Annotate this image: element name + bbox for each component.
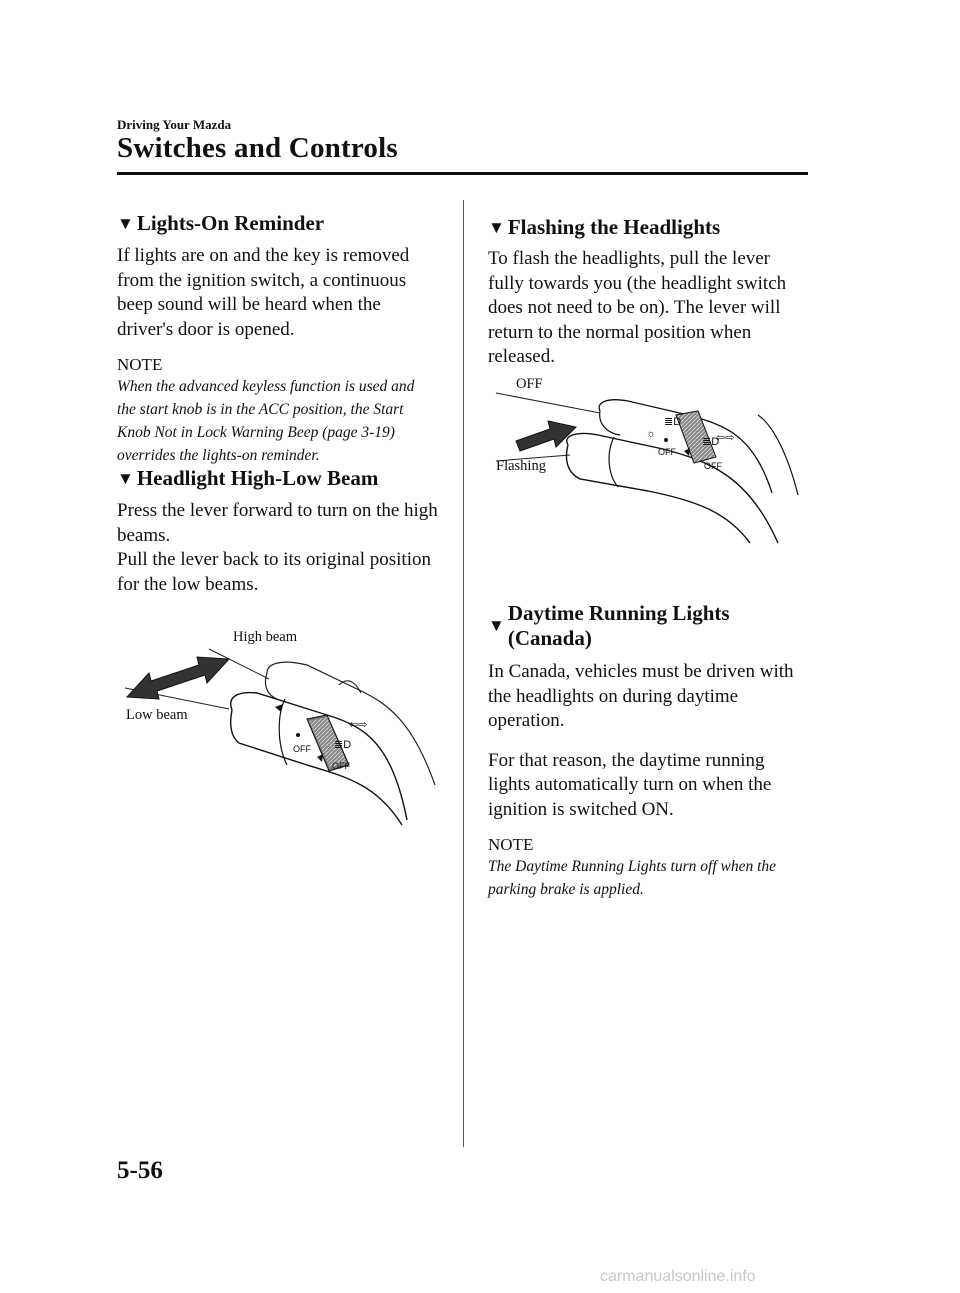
parking-light-icon: ☼	[646, 428, 657, 440]
flashing-heading-text: Flashing the Headlights	[507, 215, 721, 239]
flashing-section	[488, 215, 810, 370]
header-rule	[117, 172, 808, 175]
high-low-body-1: Press the lever forward to turn on the high beams.	[117, 500, 438, 546]
lights-on-heading-text: Lights-On Reminder	[136, 211, 325, 235]
knob-off-label-1: OFF	[293, 744, 311, 754]
section-label: Driving Your Mazda	[117, 117, 232, 132]
knob-off-label-1: OFF	[658, 447, 676, 457]
lights-on-note: When the advanced keyless function is used and the start knob is in the ACC position, the Start Knob Not in Lock Warning Beep (page 3-19) overrides the lights-on reminder.	[117, 378, 415, 464]
lights-on-body: If lights are on and the key is removed from the ignition switch, a continuous beep sound will be heard when the driver's door is opened.	[117, 245, 410, 340]
turn-arrows-icon: ⇦⇨	[716, 432, 735, 444]
high-low-heading	[117, 466, 439, 491]
lights-on-heading	[117, 211, 439, 236]
chapter-title: Switches and Controls	[117, 132, 398, 164]
triangle-bullet-icon: ▼	[488, 616, 505, 635]
daytime-body-2: For that reason, the daytime running lights automatically turn on when the ignition is switched ON.	[488, 749, 772, 820]
high-low-body-2: Pull the lever back to its original position for the low beams.	[117, 549, 431, 595]
high-low-beam-figure	[117, 615, 447, 840]
flashing-body: To flash the headlights, pull the lever fully towards you (the headlight switch does not need to be on). The lever will return to the normal position when released.	[488, 248, 787, 367]
off-leader	[496, 393, 600, 413]
triangle-bullet-icon: ▼	[488, 217, 505, 237]
lights-on-section	[117, 211, 439, 467]
off-label: OFF	[516, 376, 543, 392]
daytime-note: The Daytime Running Lights turn off when the parking brake is applied.	[488, 858, 777, 898]
lights-on-note-label: NOTE	[117, 355, 163, 374]
daytime-heading	[488, 601, 810, 651]
daytime-section	[488, 601, 810, 901]
column-divider	[463, 200, 464, 1147]
flash-switch-knob	[646, 411, 734, 471]
flashing-heading	[488, 215, 810, 240]
high-low-heading-text: Headlight High-Low Beam	[136, 466, 379, 490]
flashing-label: Flashing	[496, 458, 546, 474]
double-arrow-icon	[127, 657, 229, 699]
headlight-symbol-icon: ≣D	[664, 416, 682, 428]
headlight-symbol-icon: ≣D	[334, 739, 352, 751]
page-number: 5-56	[117, 1157, 163, 1184]
light-switch-knob	[275, 704, 367, 771]
fog-symbol-icon: ≣D	[702, 436, 720, 448]
daytime-body-1: In Canada, vehicles must be driven with the headlights on during daytime operation.	[488, 661, 794, 731]
turn-arrows-icon: ⇦⇨	[349, 719, 368, 731]
watermark: carmanualsonline.info	[600, 1268, 756, 1285]
triangle-bullet-icon: ▼	[117, 468, 134, 488]
knob-off-label-2: OFF	[704, 461, 722, 471]
high-low-section	[117, 466, 439, 597]
daytime-note-label: NOTE	[488, 835, 534, 854]
high-beam-label: High beam	[233, 629, 298, 645]
knob-off-label-2: OFF	[332, 761, 350, 771]
low-beam-label: Low beam	[126, 707, 188, 723]
daytime-heading-text: Daytime Running Lights (Canada)	[507, 601, 730, 650]
triangle-bullet-icon: ▼	[117, 213, 134, 233]
